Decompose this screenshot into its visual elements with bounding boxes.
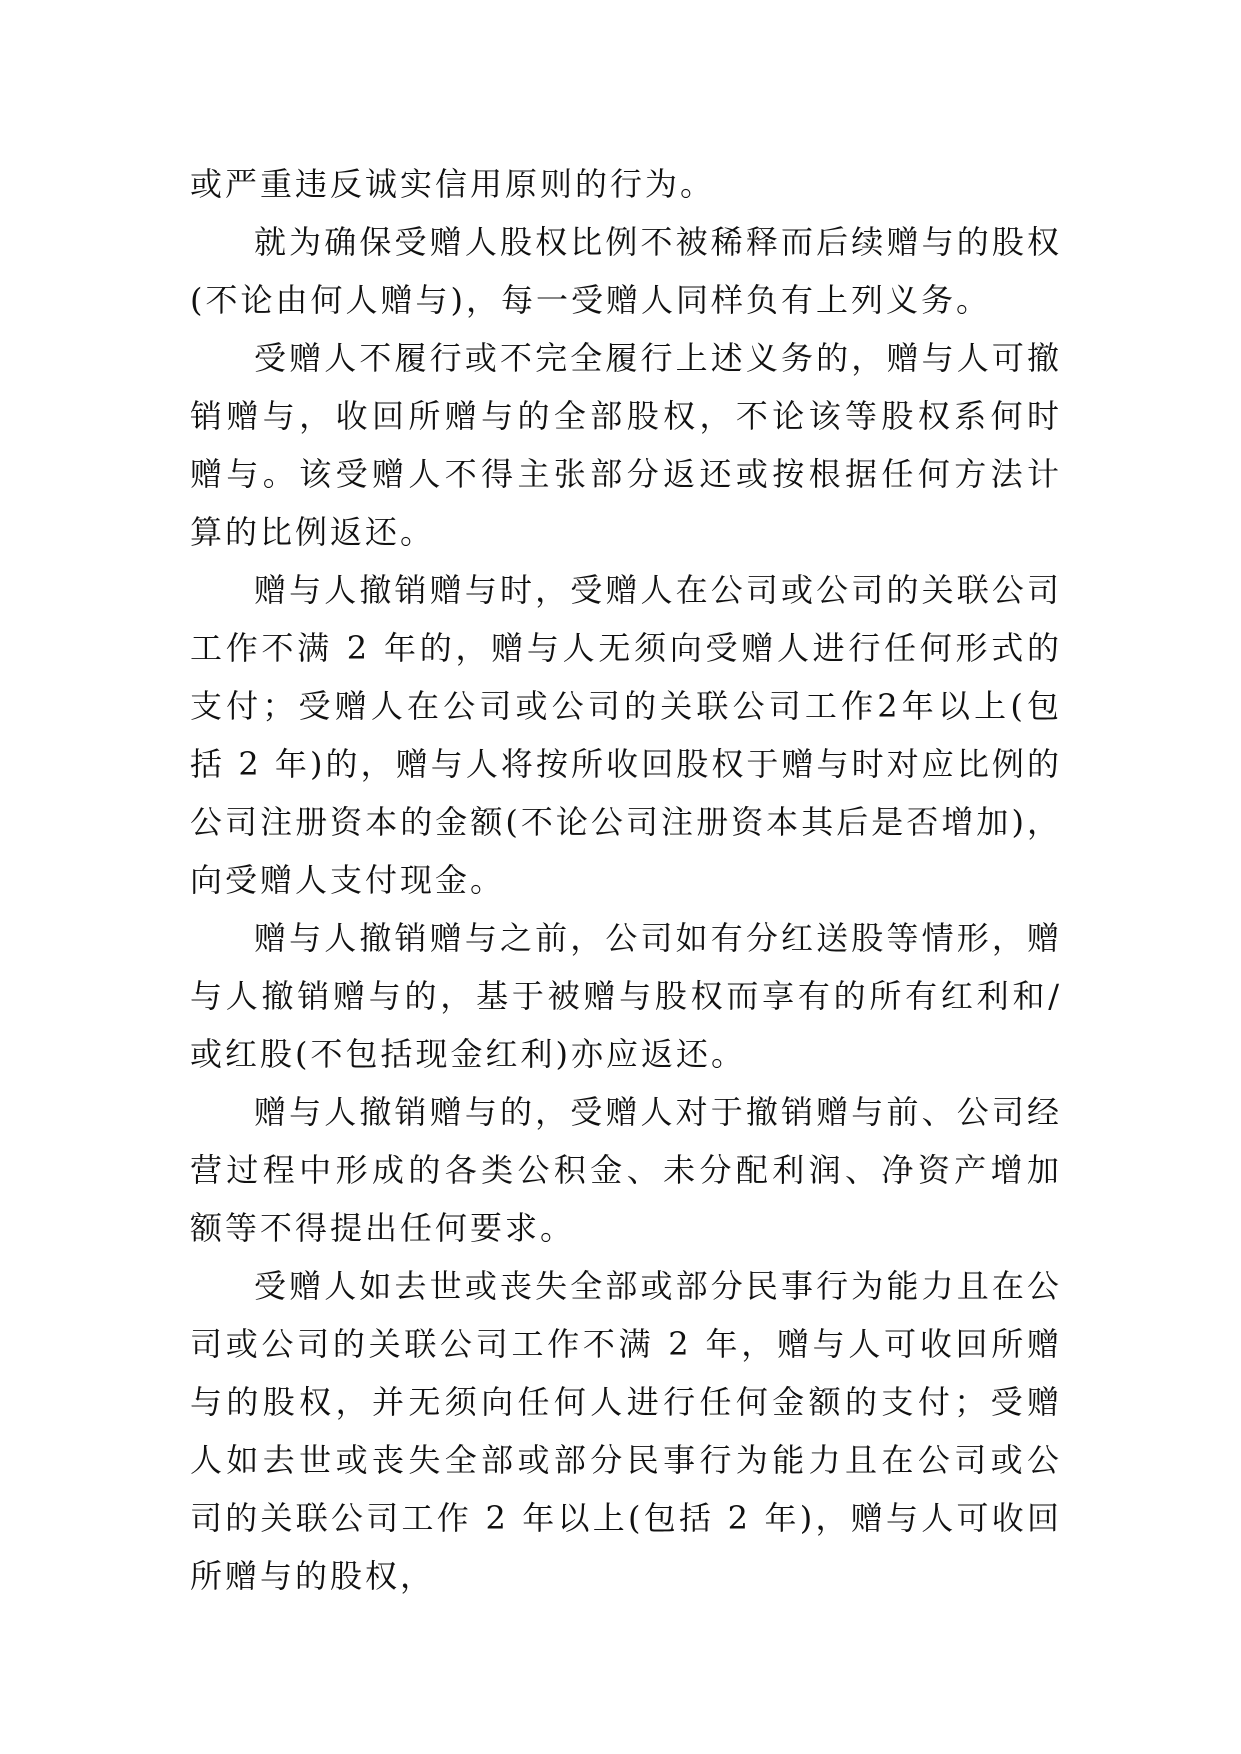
paragraph-dividend-return: 赠与人撤销赠与之前，公司如有分红送股等情形，赠与人撤销赠与的，基于被赠与股权而享有的所有红利和/或红股(不包括现金红利)亦应返还。 bbox=[190, 919, 1062, 1073]
paragraph-continued: 或严重违反诚实信用原则的行为。 bbox=[190, 165, 716, 203]
paragraph-revocation-right: 受赠人不履行或不完全履行上述义务的，赠与人可撤销赠与，收回所赠与的全部股权，不论该等股权系何时赠与。该受赠人不得主张部分返还或按根据任何方法计算的比例返还。 bbox=[190, 339, 1062, 551]
paragraph-death-incapacity: 受赠人如去世或丧失全部或部分民事行为能力且在公司或公司的关联公司工作不满 2 年，赠与人可收回所赠与的股权，并无须向任何人进行任何金额的支付；受赠人如去世或丧失全部或部分民事行为能力且在公司或公司的关联公司工作 2 年以上(包括 2 年)，赠与人可收回所赠与的股权， bbox=[190, 1267, 1062, 1595]
body-text bbox=[190, 155, 1062, 1605]
paragraph-dilution-obligation: 就为确保受赠人股权比例不被稀释而后续赠与的股权(不论由何人赠与)，每一受赠人同样负有上列义务。 bbox=[190, 223, 1062, 319]
paragraph-no-claims: 赠与人撤销赠与的，受赠人对于撤销赠与前、公司经营过程中形成的各类公积金、未分配利润、净资产增加额等不得提出任何要求。 bbox=[190, 1093, 1062, 1247]
paragraph-revocation-payment: 赠与人撤销赠与时，受赠人在公司或公司的关联公司工作不满 2 年的，赠与人无须向受赠人进行任何形式的支付；受赠人在公司或公司的关联公司工作2年以上(包括 2 年)的，赠与人将按所收回股权于赠与时对应比例的公司注册资本的金额(不论公司注册资本其后是否增加)，向受赠人支付现金。 bbox=[190, 571, 1062, 899]
